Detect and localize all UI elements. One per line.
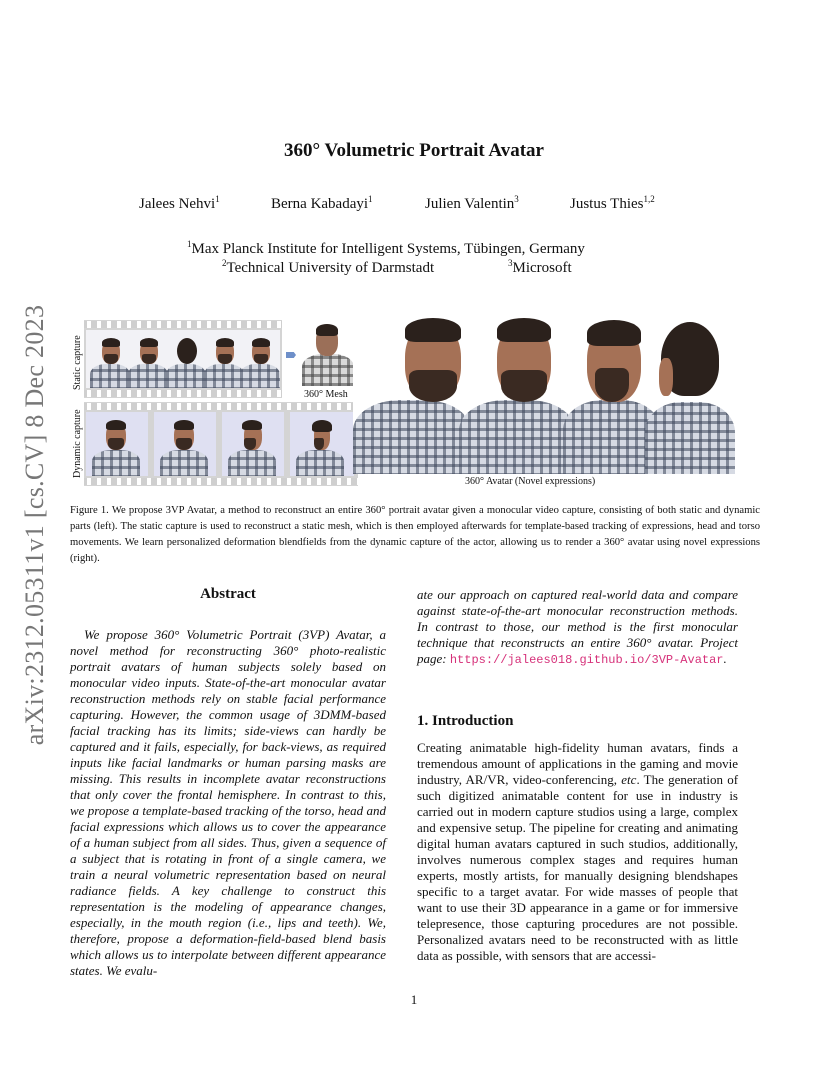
dynamic-frame-4 (290, 412, 354, 476)
introduction-heading: 1. Introduction (417, 713, 514, 729)
introduction-text: Creating animatable high-fidelity human avatars, finds a tremendous amount of applications in the gaming and movie industry, AR/VR, video-conferencing, etc. The generation of such digitized animatable content for use in industry is carried out in modern capture studios using a large, complex and expensive setup. The pipeline for creating and animating digital human avatars captured in such studios, additionally, involves numerous complex stages and requires human experts, mostly artists, for manually designing blendshapes specific to a target avatar. For wide masses of people that want to use their 3D appearance in a game or for immersive telepresence, those capturing procedures are not possible. Personalized avatars need to be reconstructed with as little data as possible, with sensors that are accessi- (417, 740, 739, 963)
paper-title: 360° Volumetric Portrait Avatar (284, 140, 544, 161)
author-3: Julien Valentin$^3$ (425, 194, 519, 212)
mesh-render (300, 320, 356, 386)
project-page-link[interactable]: https://jalees018.github.io/3VP-Avatar (449, 653, 724, 667)
author-2: Berna Kabadayi$^1$ (271, 194, 373, 212)
affiliation-1: $^1$Max Planck Institute for Intelligent Systems, Tübingen, Germany (187, 239, 585, 257)
page-number: 1 (410, 992, 418, 1007)
figure-1 (68, 318, 748, 493)
affiliation-2: $^2$Technical University of Darmstadt (222, 258, 435, 276)
arxiv-stamp-text: arXiv:2312.05311v1 [cs.CV] 8 Dec 2023 (20, 304, 49, 746)
affiliation-3: $^3$Microsoft (508, 258, 572, 276)
abstract-heading: Abstract (200, 586, 256, 602)
static-frames (86, 330, 280, 388)
static-filmstrip (84, 320, 282, 398)
static-capture-label: Static capture (72, 335, 83, 390)
author-1: Jalees Nehvi$^1$ (139, 194, 220, 212)
arrow-icon (286, 352, 296, 358)
abstract-continuation-text: ate our approach on captured real-world data and compare against state-of-the-art monocular reconstruction methods. In contrast to those, our method is the first monocular technique that reconstructs an entire 360° avatar. Project page: (417, 587, 738, 666)
avatar-renders (353, 318, 735, 474)
dynamic-frame-1 (86, 412, 148, 476)
figure-caption: Figure 1. We propose 3VP Avatar, a method to reconstruct an entire 360° portrait avatar given a monocular video capture, consisting of both static and dynamic parts (left). The static capture is used to reconstruct a static mesh, which is then employed afterwards for template-based tracking of expressions, head and torso movements. We learn personalized deformation blendfields from the dynamic capture of the actor, allowing us to render a 360° avatar using novel expressions (right). (70, 505, 760, 564)
mesh-label: 360° Mesh (304, 389, 348, 400)
dynamic-filmstrip (84, 402, 358, 486)
author-4: Justus Thies$^{1,2}$ (570, 194, 655, 212)
avatar-label: 360° Avatar (Novel expressions) (465, 476, 596, 487)
arxiv-side-stamp (20, 290, 50, 760)
dynamic-capture-label: Dynamic capture (72, 409, 83, 478)
dynamic-frame-2 (154, 412, 216, 476)
abstract-text: We propose 360° Volumetric Portrait (3VP) Avatar, a novel method for reconstructing 360° photo-realistic portrait avatars of human subjects solely based on monocular video inputs. State-of-the-art monocular avatar reconstruction methods rely on stable facial performance capturing. However, the common usage of 3DMM-based facial tracking has its limits; side-views can hardly be captured and it fails, especially, for back-views, as required inputs like facial landmarks or human parsing masks are missing. This results in incomplete avatar reconstructions that only cover the frontal hemisphere. In contrast to this, we propose a template-based tracking of the torso, head and facial expressions which allows us to cover the appearance of a human subject from all sides. Thus, given a sequence of a subject that is rotating in front of a single camera, we train a neural volumetric representation based on neural radiance fields. A key challenge to construct this representation is the modeling of appearance changes, especially, in the mouth region (i.e., lips and teeth). We, therefore, propose a deformation-field-based blend basis which allows us to interpolate between different appearance states. We evalu- (70, 627, 386, 978)
abstract-continuation (417, 587, 738, 668)
dynamic-frame-3 (222, 412, 284, 476)
abstract-link-period: . (723, 651, 727, 666)
